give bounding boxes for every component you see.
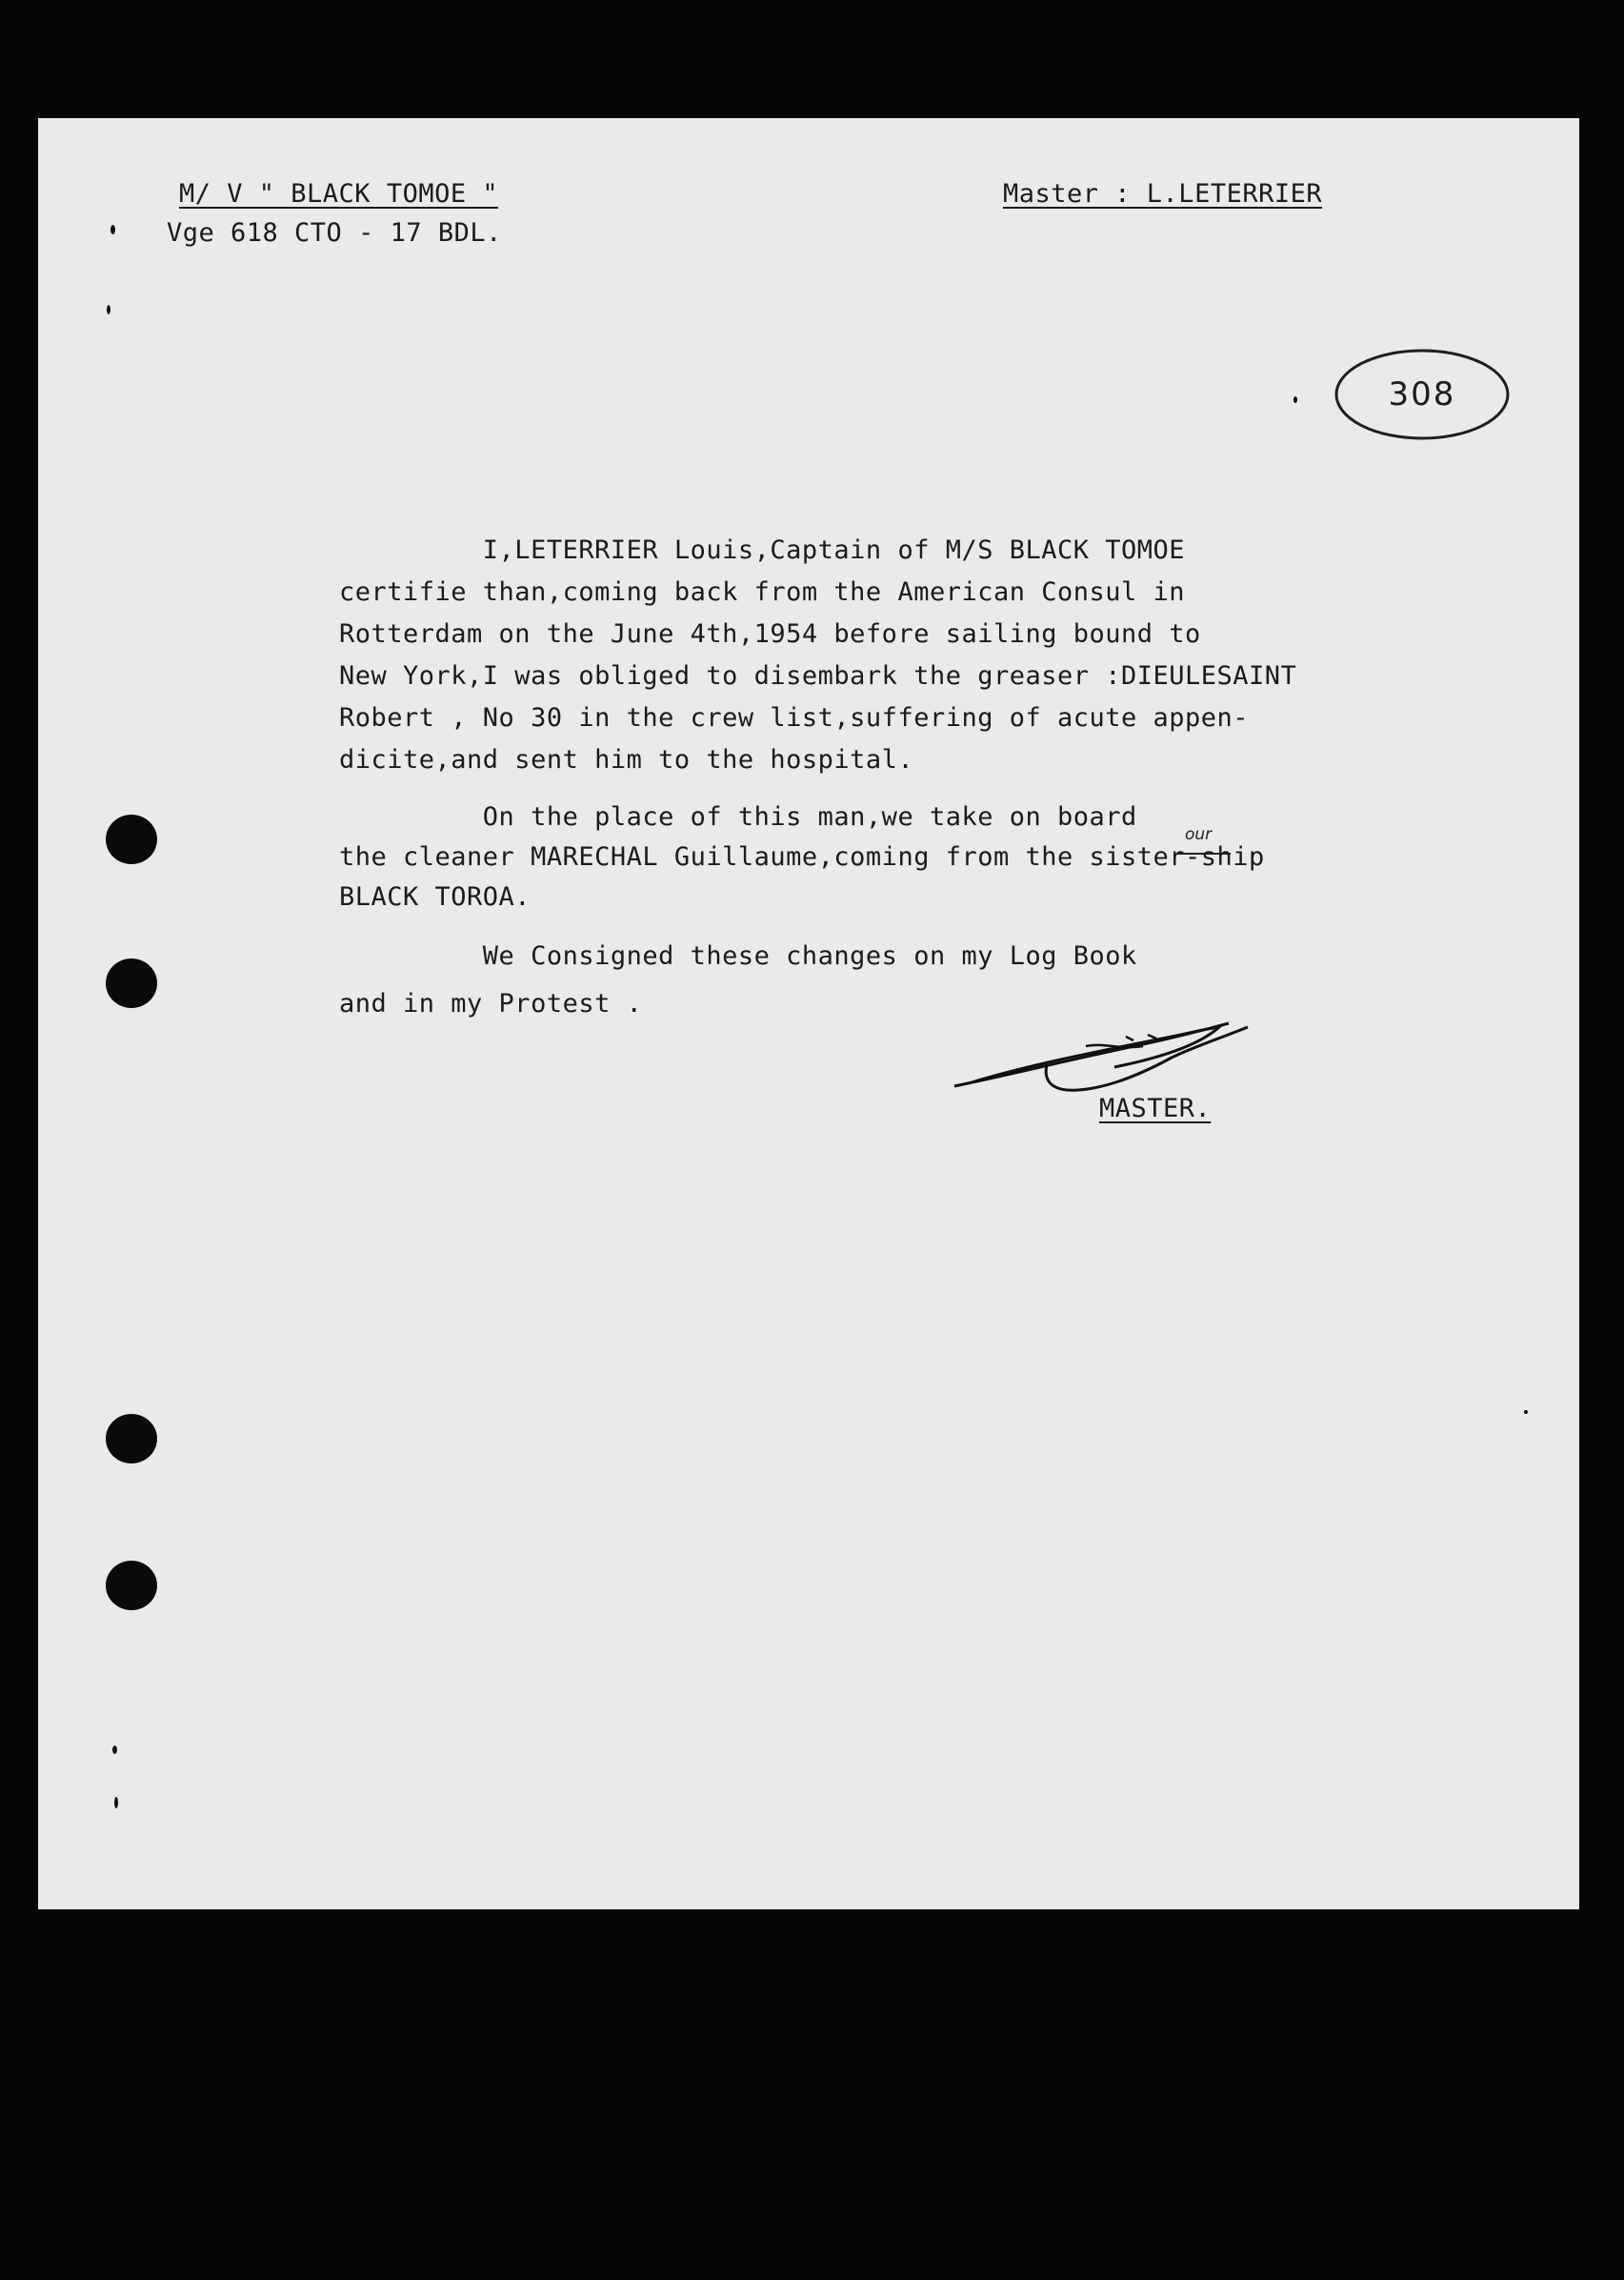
handwritten-correction: our bbox=[1185, 825, 1213, 844]
body-line: BLACK TOROA. bbox=[339, 882, 531, 912]
ink-speck bbox=[114, 1797, 118, 1808]
ink-speck bbox=[110, 225, 115, 234]
punch-hole bbox=[106, 1561, 157, 1610]
strikethrough-icon bbox=[1177, 852, 1234, 856]
body-line: certifie than,coming back from the American Consul in bbox=[339, 577, 1186, 607]
body-line: Rotterdam on the June 4th,1954 before sailing bound to bbox=[339, 619, 1201, 649]
body-line: dicite,and sent him to the hospital. bbox=[339, 745, 914, 775]
ink-speck bbox=[112, 1745, 117, 1754]
ink-speck bbox=[107, 305, 110, 314]
punch-hole bbox=[106, 1414, 157, 1463]
ink-speck bbox=[1524, 1410, 1528, 1414]
body-line: We Consigned these changes on my Log Book bbox=[339, 941, 1137, 971]
punch-hole bbox=[106, 815, 157, 864]
body-line: the cleaner MARECHAL Guillaume,coming from the sister-ship bbox=[339, 842, 1265, 872]
folio-stamp bbox=[1332, 345, 1513, 444]
body-line: Robert , No 30 in the crew list,suffering of acute appen- bbox=[339, 703, 1250, 733]
folio-number: 308 bbox=[1388, 375, 1456, 414]
document-paper bbox=[38, 118, 1579, 1909]
voyage-reference: Vge 618 CTO - 17 BDL. bbox=[167, 218, 502, 248]
body-line: I,LETERRIER Louis,Captain of M/S BLACK TOMOE bbox=[339, 535, 1186, 565]
master-signature-title: MASTER. bbox=[1099, 1094, 1212, 1123]
vessel-name: M/ V " BLACK TOMOE " bbox=[179, 179, 499, 209]
body-line: On the place of this man,we take on board bbox=[339, 802, 1137, 832]
body-line: New York,I was obliged to disembark the greaser :DIEULESAINT bbox=[339, 661, 1297, 691]
punch-hole bbox=[106, 958, 157, 1008]
ink-speck bbox=[1293, 396, 1297, 403]
body-line: and in my Protest . bbox=[339, 989, 643, 1019]
master-heading: Master : L.LETERRIER bbox=[1003, 179, 1323, 209]
